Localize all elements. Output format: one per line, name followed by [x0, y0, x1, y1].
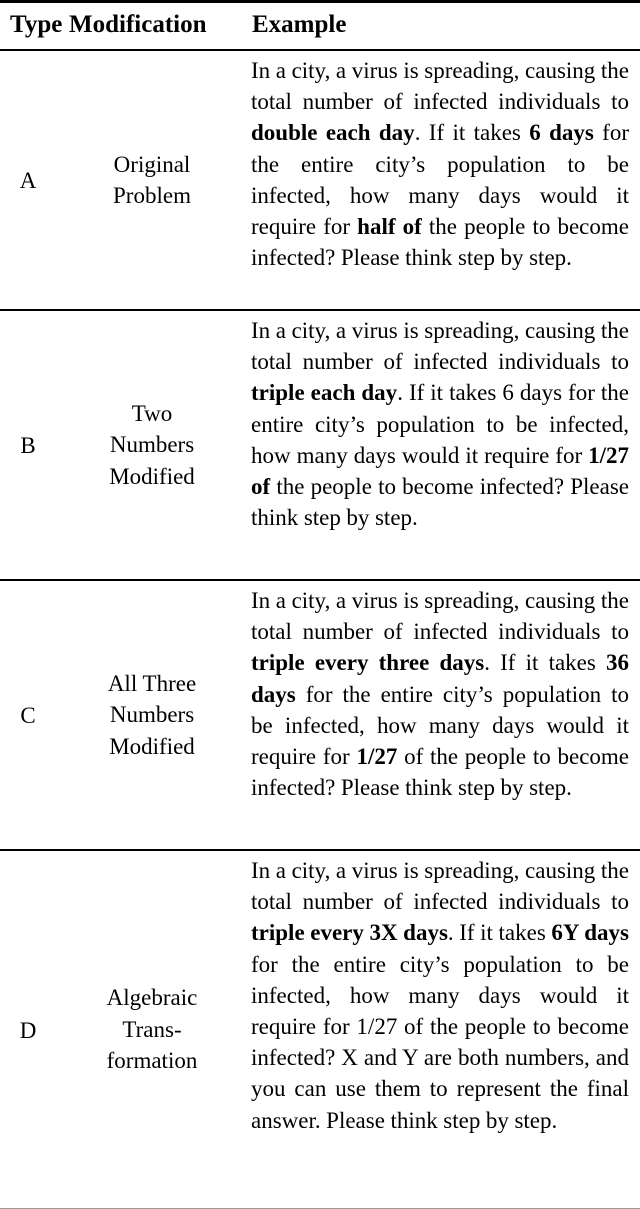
- example-paragraph: [251, 315, 629, 533]
- plain-text: In a city, a virus is spreading, causing the total number of infected individuals to: [251, 58, 629, 115]
- row-type-label: D: [19, 1017, 37, 1043]
- plain-text: . If it takes: [447, 920, 552, 946]
- row-example-text: [248, 850, 640, 1209]
- row-type-label: A: [19, 168, 37, 194]
- row-example-text: [248, 580, 640, 850]
- modification-line: formation: [106, 1048, 198, 1074]
- row-type-label: B: [20, 433, 36, 459]
- modification-line: Two: [131, 400, 173, 426]
- table-row: [0, 310, 640, 580]
- column-header-example: Example: [252, 11, 347, 38]
- table-body: [0, 50, 640, 1209]
- table-row: [0, 850, 640, 1209]
- modification-line: Original: [113, 151, 191, 177]
- emphasis-text: triple each day: [251, 380, 398, 406]
- plain-text: for the entire city’s population to be infected, how many days would it require for: [251, 681, 629, 770]
- modification-line: Algebraic: [106, 985, 198, 1011]
- modification-line: Trans-: [122, 1016, 182, 1042]
- plain-text: In a city, a virus is spreading, causing the total number of infected individuals to: [251, 858, 629, 915]
- modification-line: Problem: [113, 183, 191, 208]
- plain-text: In a city, a virus is spreading, causing the total number of infected individuals to: [251, 318, 629, 375]
- table-row: [0, 50, 640, 310]
- column-header-modification: Modification: [69, 11, 207, 38]
- plain-text: for the entire city’s population to be infected, how many days would it require for 1/27 of the people to become infected? X and Y are both numbers, and you can use them to represent the final answer. Please think step by step.: [251, 951, 629, 1133]
- emphasis-text: half of: [357, 214, 422, 240]
- modification-line: Modified: [109, 733, 195, 759]
- emphasis-text: triple every three days: [251, 650, 485, 676]
- plain-text: . If it takes: [414, 120, 530, 146]
- modification-line: All Three: [107, 670, 197, 696]
- plain-text: for the entire city’s population to be infected, how many days would it require for: [251, 120, 630, 240]
- modification-line: Numbers: [109, 702, 195, 728]
- emphasis-text: double each day: [251, 120, 415, 146]
- example-paragraph: [251, 855, 629, 1136]
- header-row: [0, 2, 640, 51]
- column-header-type: Type: [10, 11, 63, 38]
- row-modification-label: [56, 310, 248, 580]
- plain-text: . If it takes 6 days for the entire city’s population to be infected, how many days would it require for: [251, 380, 629, 468]
- table-header: [0, 2, 640, 51]
- plain-text: of the people to become infected? Please think step by step.: [251, 744, 629, 801]
- emphasis-text: 6Y days: [551, 920, 629, 946]
- row-example-text: [248, 310, 640, 580]
- table-row: [0, 580, 640, 850]
- row-type-label: C: [20, 703, 36, 729]
- emphasis-text: triple every 3X days: [251, 920, 448, 946]
- modification-line: Modified: [109, 463, 195, 489]
- example-paragraph: [251, 585, 629, 803]
- emphasis-text: 1/27: [356, 744, 398, 770]
- plain-text: the people to become infected? Please think step by step.: [251, 474, 629, 531]
- modification-line: Numbers: [109, 432, 195, 458]
- row-modification-label: [56, 580, 248, 850]
- row-example-text: [248, 50, 640, 310]
- example-paragraph: [251, 55, 629, 273]
- plain-text: the people to become infected? Please think step by step.: [251, 214, 629, 271]
- row-modification-label: [56, 50, 248, 310]
- emphasis-text: 1/27 of: [251, 442, 629, 500]
- plain-text: In a city, a virus is spreading, causing the total number of infected individuals to: [251, 588, 629, 645]
- row-modification-label: [56, 850, 248, 1209]
- plain-text: . If it takes: [484, 650, 607, 676]
- emphasis-text: 6 days: [529, 120, 594, 146]
- emphasis-text: 36 days: [251, 650, 630, 707]
